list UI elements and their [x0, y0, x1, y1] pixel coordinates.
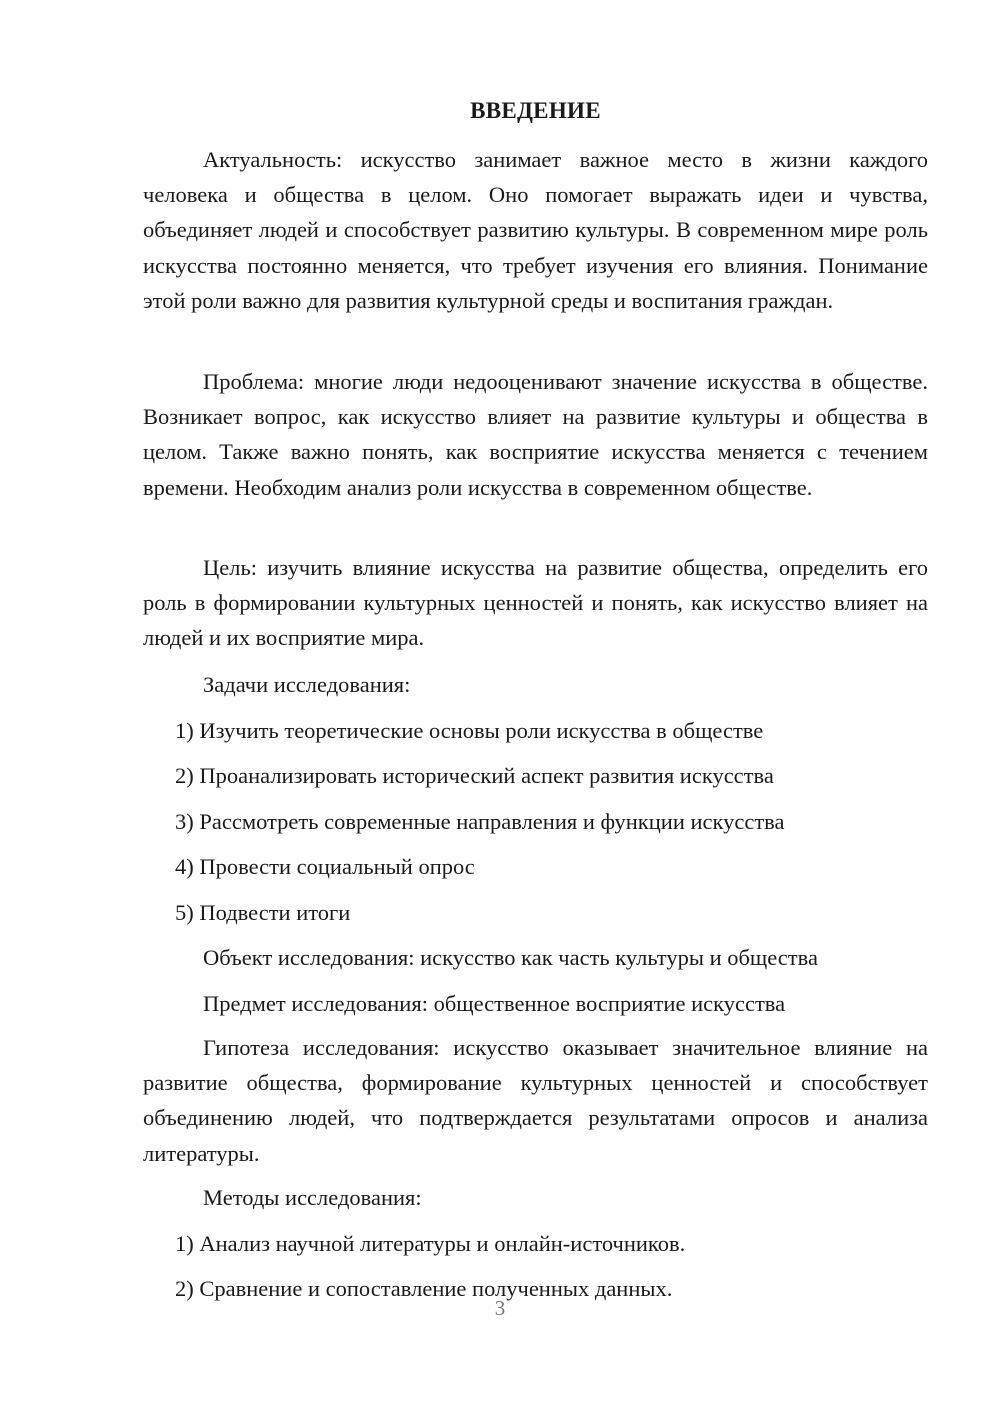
goal-paragraph: Цель: изучить влияние искусства на развитие общества, определить его роль в формировании культурных ценностей и понять, как искусство влияет на людей и их восприятие мира. — [143, 555, 928, 651]
hypothesis-paragraph: Гипотеза исследования: искусство оказывает значительное влияние на развитие общества, формирование культурных ценностей и способствует объединению людей, что подтверждается результатами опросов и анализа литературы. — [143, 1035, 928, 1166]
goal-block — [143, 550, 928, 656]
task-item: 1) Изучить теоретические основы роли искусства в обществе — [175, 717, 764, 743]
problem-block — [143, 364, 928, 505]
object-line: Объект исследования: искусство как часть культуры и общества — [203, 945, 818, 970]
method-item: 2) Сравнение и сопоставление полученных данных. — [175, 1276, 673, 1301]
page-number: 3 — [494, 1296, 506, 1320]
subject-line: Предмет исследования: общественное восприятие искусства — [203, 990, 786, 1016]
task-item: 5) Подвести итоги — [175, 899, 351, 925]
problem-paragraph: Проблема: многие люди недооценивают значение искусства в обществе. Возникает вопрос, как искусство влияет на развитие культуры и общества в целом. Также важно понять, как восприятие искусства меняется с течением времени. Необходим анализ роли искусства в современном обществе. — [143, 369, 928, 500]
relevance-block — [143, 142, 928, 318]
task-item: 4) Провести социальный опрос — [175, 854, 475, 879]
task-item: 2) Проанализировать исторический аспект развития искусства — [175, 763, 774, 788]
tasks-block — [143, 667, 928, 1031]
task-item: 3) Рассмотреть современные направления и функции искусства — [175, 808, 785, 834]
relevance-paragraph: Актуальность: искусство занимает важное место в жизни каждого человека и общества в целом. Оно помогает выражать идеи и чувства, объединяет людей и способствует развитию культуры. В современном мире роль искусства постоянно меняется, что требует изучения его влияния. Понимание этой роли важно для развития культурной среды и воспитания граждан. — [143, 147, 928, 313]
tasks-heading: Задачи исследования: — [203, 672, 411, 697]
methods-heading: Методы исследования: — [203, 1185, 422, 1210]
method-item: 1) Анализ научной литературы и онлайн-источников. — [175, 1230, 686, 1256]
hypothesis-block — [143, 1030, 928, 1171]
page-title: ВВЕДЕНИЕ — [470, 98, 601, 123]
